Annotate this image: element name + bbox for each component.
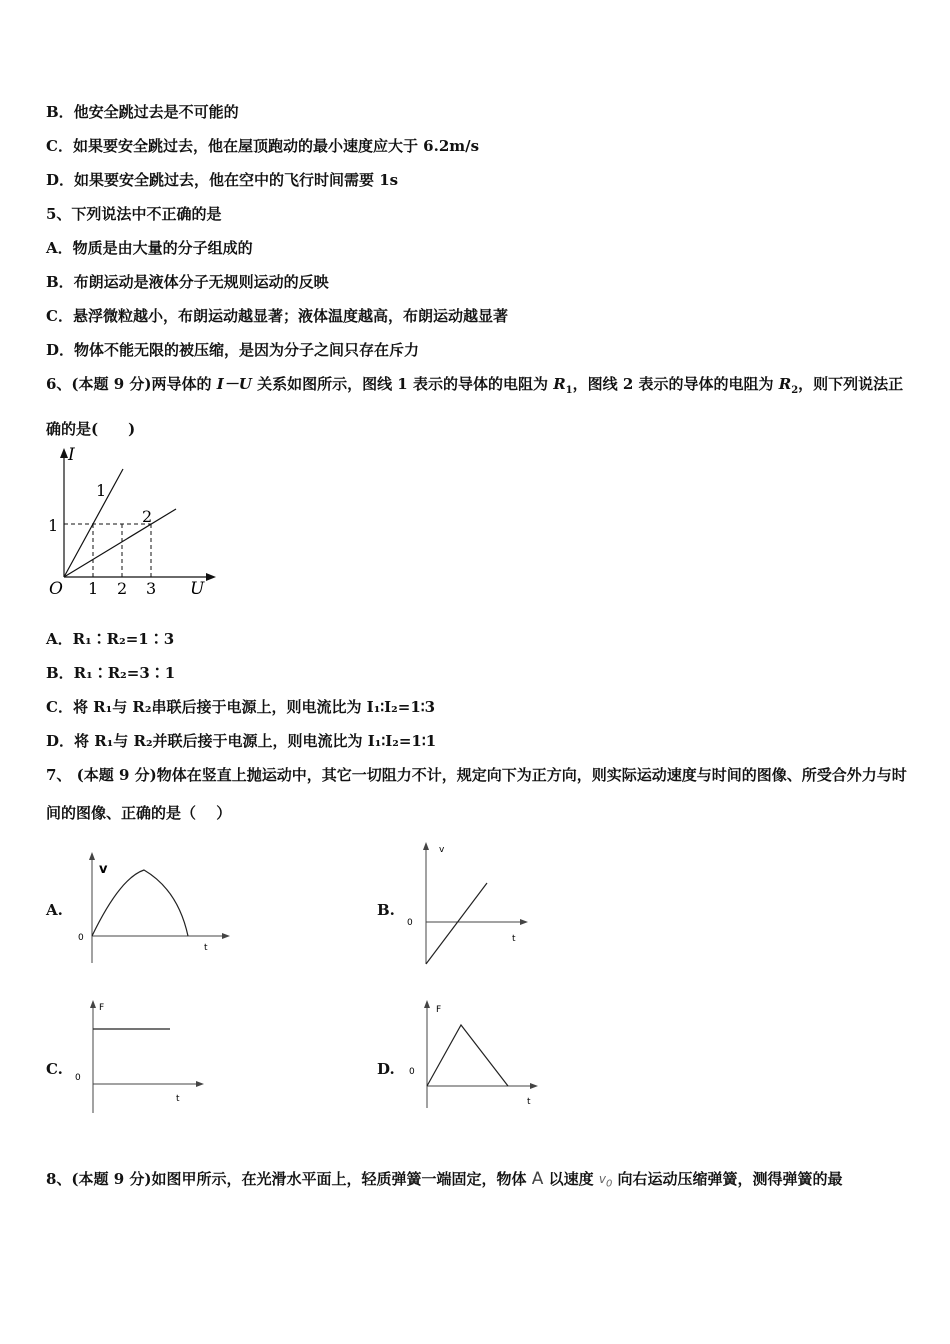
svg-text:0: 0	[78, 933, 84, 943]
svg-text:U: U	[190, 579, 205, 599]
q7-graph-a	[70, 850, 240, 970]
svg-text:0: 0	[407, 918, 413, 928]
q6-iu-graph	[40, 442, 220, 602]
q4-option-d: D．如果要安全跳过去，他在空中的飞行时间需要 1s	[46, 171, 399, 189]
q7-graph-c	[70, 998, 210, 1116]
q5-option-c: C．悬浮微粒越小，布朗运动越显著；液体温度越高，布朗运动越显著	[46, 307, 508, 325]
q7-graph-b	[400, 840, 535, 968]
q4-option-b: B．他安全跳过去是不可能的	[46, 103, 239, 121]
svg-text:1: 1	[88, 579, 99, 598]
svg-text:2: 2	[142, 507, 153, 526]
q7-label-a: A.	[46, 901, 63, 919]
q4-option-c: C．如果要安全跳过去，他在屋顶跑动的最小速度应大于 6.2m/s	[46, 137, 480, 155]
svg-text:1: 1	[96, 481, 107, 500]
q6-stem: 6、(本题 9 分)两导体的 I－U 关系如图所示，图线 1 表示的导体的电阻为 $R_1$，图线 2 表示的导体的电阻为 $R_2$，则下列说法正确的是( )	[46, 375, 904, 438]
q6-option-b: B．R₁∶R₂=3∶1	[46, 664, 176, 682]
svg-text:0: 0	[409, 1067, 415, 1077]
line-2	[64, 509, 176, 577]
q7-stem: 7、 (本题 9 分)物体在竖直上抛运动中，其它一切阻力不计，规定向下为正方向，则实际运动速度与时间的图像、所受合外力与时间的图像、正确的是（ ）	[46, 766, 907, 822]
svg-text:v: v	[99, 862, 108, 877]
svg-text:v: v	[439, 845, 445, 855]
q6-option-d: D．将 R₁与 R₂并联后接于电源上，则电流比为 I₁∶I₂=1∶1	[46, 732, 437, 750]
svg-text:t: t	[176, 1094, 180, 1104]
svg-text:I: I	[68, 445, 75, 465]
svg-text:F: F	[436, 1005, 442, 1015]
q5-stem: 5、下列说法中不正确的是	[46, 205, 222, 223]
svg-text:O: O	[49, 579, 63, 599]
q7-label-d: D.	[377, 1060, 395, 1078]
q6-option-a: A．R₁∶R₂=1∶3	[46, 630, 175, 648]
svg-text:t: t	[512, 934, 516, 944]
q6-option-c: C．将 R₁与 R₂串联后接于电源上，则电流比为 I₁∶I₂=1∶3	[46, 698, 436, 716]
q8-stem: 8、(本题 9 分)如图甲所示，在光滑水平面上，轻质弹簧一端固定，物体 A 以速度 $^{v_0}$ 向右运动压缩弹簧，测得弹簧的最	[46, 1169, 843, 1190]
q7-label-b: B.	[377, 901, 395, 919]
q5-option-a: A．物质是由大量的分子组成的	[46, 239, 253, 257]
svg-text:3: 3	[146, 579, 157, 598]
q7-graph-d	[400, 998, 545, 1110]
svg-text:t: t	[527, 1097, 531, 1107]
svg-text:1: 1	[48, 516, 59, 535]
svg-text:t: t	[204, 943, 208, 953]
q5-option-d: D．物体不能无限的被压缩，是因为分子之间只存在斥力	[46, 341, 420, 359]
q7-label-c: C.	[46, 1060, 63, 1078]
svg-text:0: 0	[75, 1073, 81, 1083]
svg-text:F: F	[99, 1003, 105, 1013]
svg-text:2: 2	[117, 579, 128, 598]
q5-option-b: B．布朗运动是液体分子无规则运动的反映	[46, 273, 329, 291]
